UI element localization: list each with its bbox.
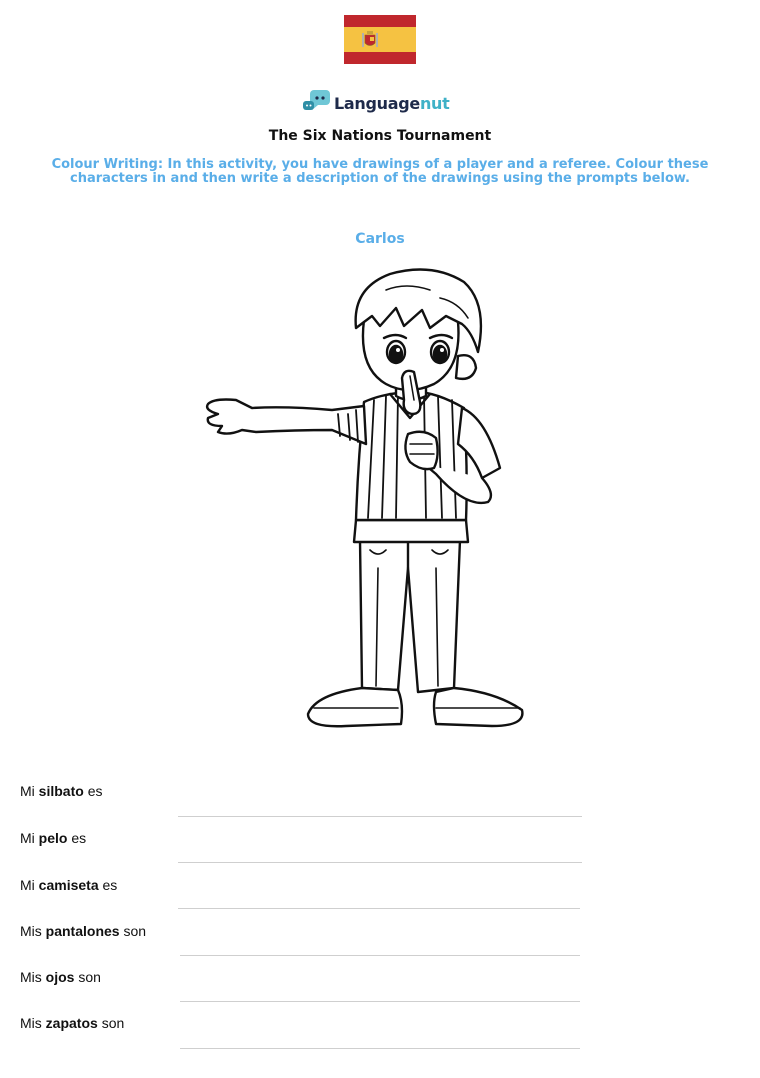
prompt-pantalones: Mis pantalones son <box>20 923 147 939</box>
answer-line-silbato[interactable] <box>178 816 582 817</box>
answer-line-pelo[interactable] <box>178 862 582 863</box>
prompt-zapatos: Mis zapatos son <box>20 1015 125 1031</box>
languagenut-logo <box>302 80 449 116</box>
character-name: Carlos <box>355 231 405 247</box>
prompt-ojos: Mis ojos son <box>20 969 101 985</box>
prompt-silbato: Mi silbato es <box>20 783 103 799</box>
activity-instructions: Colour Writing: In this activity, you have drawings of a player and a referee. Colour these characters in and then write a description of the drawings using the prompts below. <box>51 157 709 186</box>
answer-line-camiseta[interactable] <box>178 908 580 909</box>
answer-line-zapatos[interactable] <box>180 1048 580 1049</box>
answer-line-ojos[interactable] <box>180 1001 580 1002</box>
speech-bubbles-icon <box>302 88 332 116</box>
referee-blowing-whistle-icon <box>196 268 536 738</box>
page-title: The Six Nations Tournament <box>268 128 492 144</box>
logo-text: Languagenut <box>334 94 450 113</box>
prompt-camiseta: Mi camiseta es <box>20 877 118 893</box>
answer-line-pantalones[interactable] <box>180 955 580 956</box>
prompt-pelo: Mi pelo es <box>20 830 87 846</box>
spain-flag-icon <box>344 15 416 64</box>
